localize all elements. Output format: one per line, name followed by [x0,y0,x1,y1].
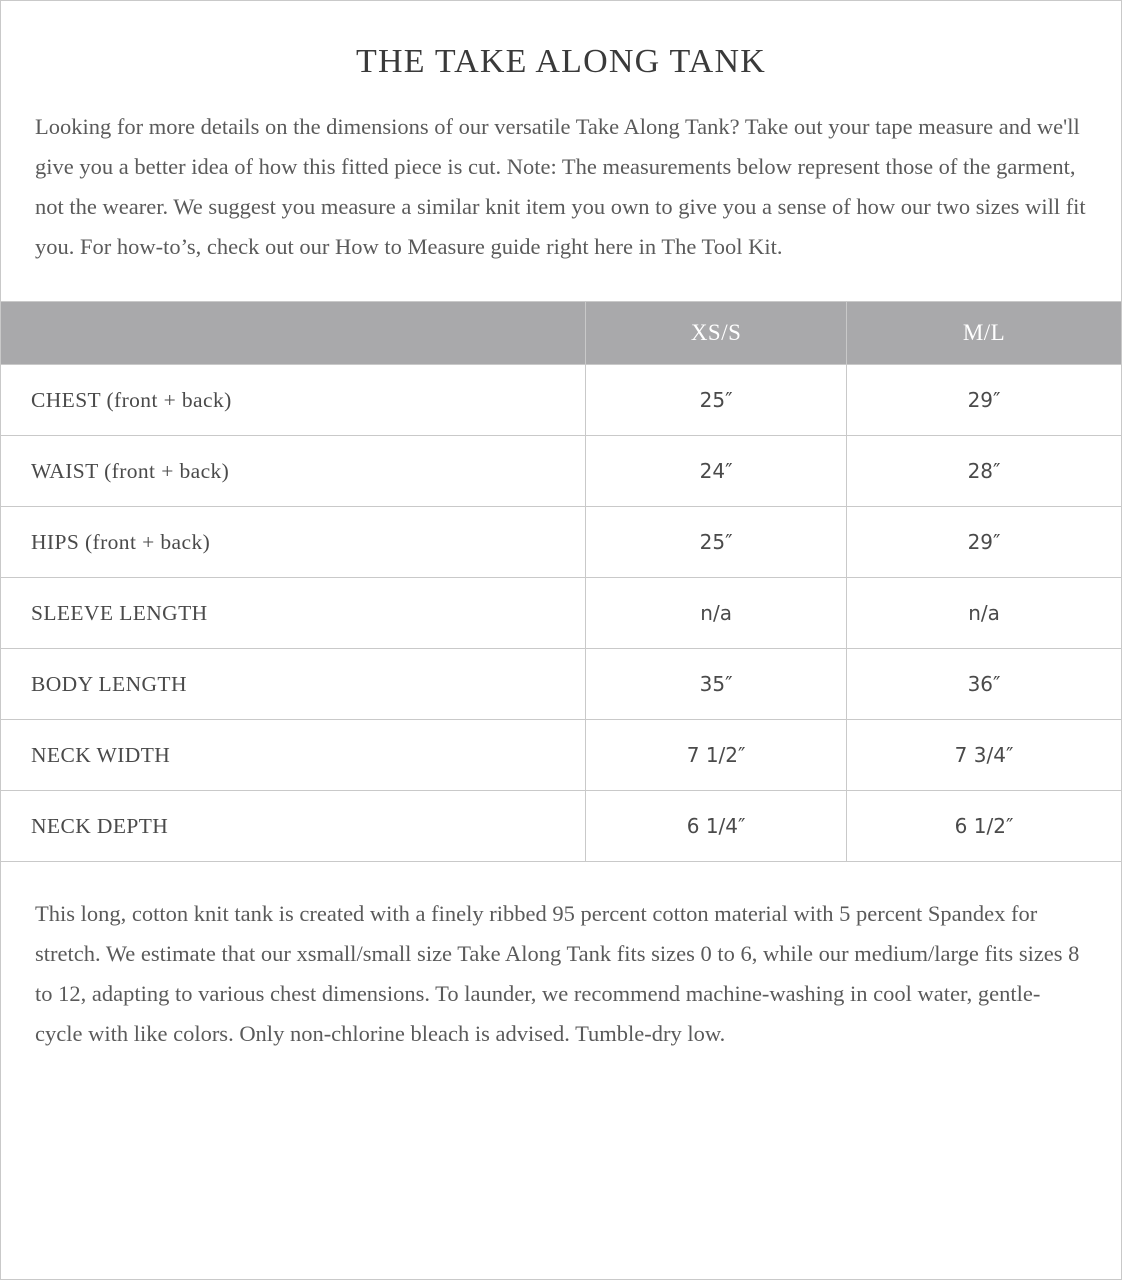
row-label: NECK WIDTH [1,720,586,791]
row-label: NECK DEPTH [1,791,586,862]
row-value-m-l: 6 1/2″ [847,791,1121,862]
table-row [1,507,1121,578]
column-header-xs-s: XS/S [586,302,847,365]
row-label: WAIST (front + back) [1,436,586,507]
row-value-m-l: 29″ [847,365,1121,436]
table-header [1,302,1121,365]
size-chart-table [1,301,1121,862]
table-body [1,365,1121,862]
table-row [1,791,1121,862]
row-value-m-l: 29″ [847,507,1121,578]
row-value-m-l: 28″ [847,436,1121,507]
row-label: CHEST (front + back) [1,365,586,436]
table-row [1,649,1121,720]
table-header-row [1,302,1121,365]
intro-paragraph: Looking for more details on the dimensions of our versatile Take Along Tank? Take out your tape measure and we'll give you a better idea of how this fitted piece is cut. Note: The measurements below represent those of the garment, not the wearer. We suggest you measure a similar knit item you own to give you a sense of how our two sizes will fit you. For how-to’s, check out our How to Measure guide right here in The Tool Kit. [35,114,1086,260]
table-row [1,365,1121,436]
table-row [1,720,1121,791]
column-header-m-l: M/L [847,302,1121,365]
column-header-measurement [1,302,586,365]
care-details-paragraph: This long, cotton knit tank is created with a finely ribbed 95 percent cotton material with 5 percent Spandex for stretch. We estimate that our xsmall/small size Take Along Tank fits sizes 0 to 6, while our medium/large fits sizes 8 to 12, adapting to various chest dimensions. To launder, we recommend machine-washing in cool water, gentle-cycle with like colors. Only non-chlorine bleach is advised. Tumble-dry low. [35,901,1080,1047]
row-value-xs-s: n/a [586,578,847,649]
table-row [1,578,1121,649]
row-label: HIPS (front + back) [1,507,586,578]
row-value-xs-s: 25″ [586,507,847,578]
row-value-m-l: n/a [847,578,1121,649]
page-title: THE TAKE ALONG TANK [356,43,766,80]
row-value-xs-s: 25″ [586,365,847,436]
row-value-xs-s: 35″ [586,649,847,720]
row-value-xs-s: 24″ [586,436,847,507]
row-value-xs-s: 6 1/4″ [586,791,847,862]
row-value-m-l: 7 3/4″ [847,720,1121,791]
row-value-m-l: 36″ [847,649,1121,720]
row-label: SLEEVE LENGTH [1,578,586,649]
table-row [1,436,1121,507]
row-value-xs-s: 7 1/2″ [586,720,847,791]
row-label: BODY LENGTH [1,649,586,720]
